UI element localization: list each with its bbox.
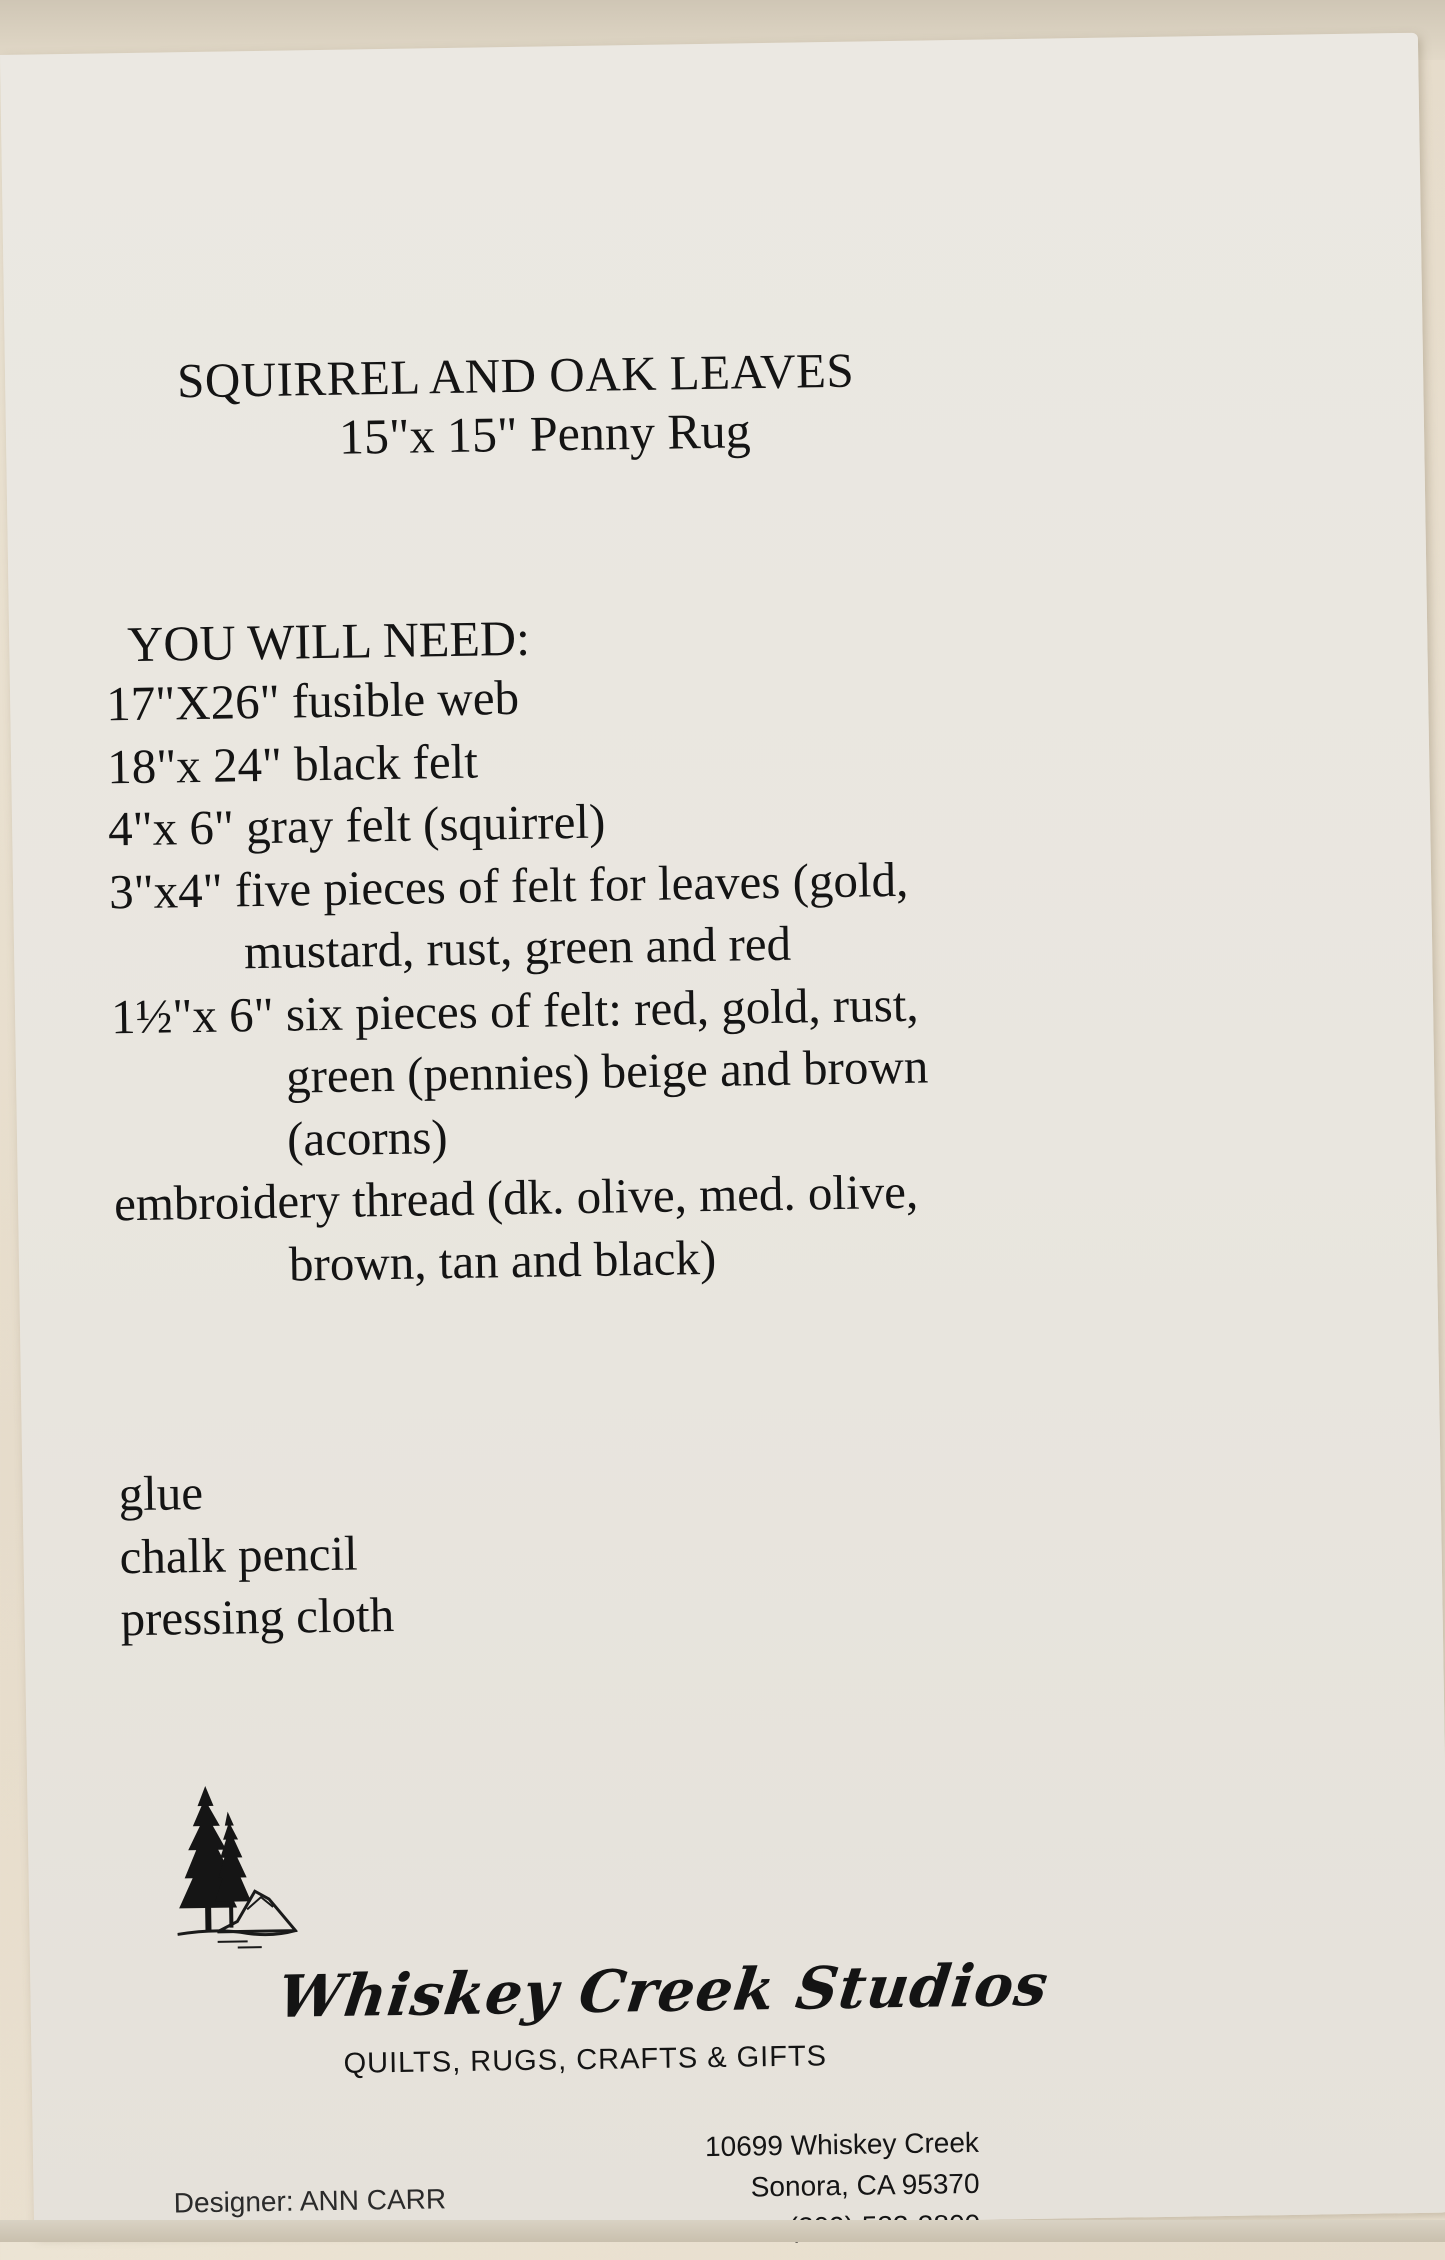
list-item: 4"x 6" gray felt (squirrel) [107,793,606,857]
list-item: 1½"x 6" six pieces of felt: red, gold, rust, [110,976,919,1044]
list-item: embroidery thread (dk. olive, med. olive, [113,1163,919,1232]
list-item: pressing cloth [120,1587,395,1647]
materials-heading: YOU WILL NEED: [126,609,531,673]
materials-list [106,658,1116,1299]
address-street: 10699 Whiskey Creek [704,2126,980,2163]
pine-tree-mountain-icon [175,1781,298,1963]
list-item: glue [118,1464,204,1522]
designer-credit: Designer: ANN CARR [173,2183,447,2219]
list-item-continuation: green (pennies) beige and brown [285,1038,929,1104]
list-item-continuation: brown, tan and black) [288,1229,717,1292]
list-item-continuation: mustard, rust, green and red [243,915,792,980]
list-item-continuation: (acorns) [286,1108,448,1167]
studio-tagline: QUILTS, RUGS, CRAFTS & GIFTS [343,2040,828,2080]
extra-supplies-list [118,1459,394,1651]
address-city: Sonora, CA 95370 [750,2167,980,2203]
pattern-subtitle: 15"x 15" Penny Rug [338,402,752,465]
pattern-title: SQUIRREL AND OAK LEAVES [176,342,855,409]
studio-name: Whiskey Creek Studios [274,1950,1053,2031]
list-item: chalk pencil [119,1525,359,1584]
background-bottom [0,2220,1445,2242]
pattern-sheet [0,33,1445,2235]
list-item: 3"x4" five pieces of felt for leaves (gold, [108,851,909,919]
list-item: 18"x 24" black felt [106,733,479,794]
list-item: 17"X26" fusible web [105,669,520,732]
